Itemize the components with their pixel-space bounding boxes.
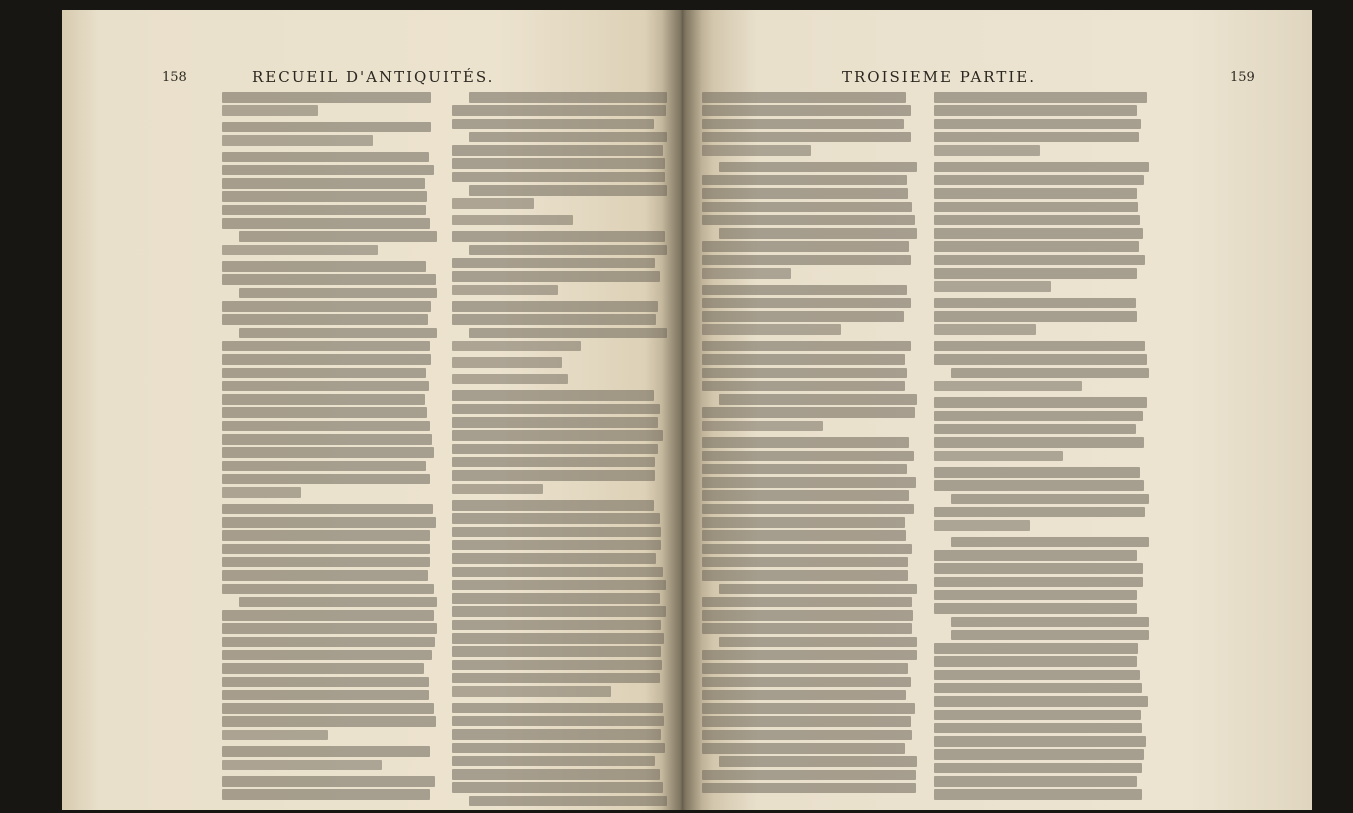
- text-line: [934, 736, 1146, 747]
- text-line: [702, 517, 905, 528]
- book-gutter: [662, 10, 702, 810]
- text-line: [702, 743, 905, 754]
- text-line: [452, 633, 664, 644]
- text-line: [719, 637, 917, 648]
- text-line: [222, 789, 430, 800]
- text-line: [934, 175, 1144, 186]
- text-line: [934, 723, 1142, 734]
- text-line: [702, 105, 911, 116]
- text-line: [702, 381, 905, 392]
- text-line: [222, 637, 435, 648]
- text-line: [702, 570, 908, 581]
- text-column-right-2: [934, 92, 1149, 803]
- text-line: [934, 696, 1148, 707]
- text-line: [934, 710, 1141, 721]
- text-column-left-1: [222, 92, 437, 803]
- text-line: [222, 703, 434, 714]
- text-line: [222, 152, 429, 163]
- text-line: [934, 520, 1030, 531]
- text-line: [934, 215, 1140, 226]
- text-line: [222, 92, 431, 103]
- text-line: [934, 643, 1138, 654]
- text-line: [222, 381, 429, 392]
- text-line: [934, 268, 1137, 279]
- text-line: [702, 341, 911, 352]
- text-line: [222, 544, 430, 555]
- text-line: [934, 341, 1145, 352]
- text-line: [452, 540, 661, 551]
- text-line: [702, 175, 907, 186]
- text-line: [469, 92, 667, 103]
- text-line: [452, 215, 573, 226]
- text-line: [222, 218, 430, 229]
- text-line: [702, 610, 913, 621]
- text-line: [951, 494, 1149, 505]
- text-line: [702, 464, 907, 475]
- text-line: [951, 537, 1149, 548]
- text-line: [702, 92, 906, 103]
- running-head-left: RECUEIL D'ANTIQUITÉS.: [252, 68, 495, 86]
- text-line: [452, 769, 660, 780]
- text-line: [702, 255, 911, 266]
- text-line: [452, 258, 655, 269]
- text-line: [452, 703, 663, 714]
- text-line: [222, 105, 318, 116]
- text-line: [934, 145, 1040, 156]
- text-line: [452, 390, 654, 401]
- text-line: [452, 457, 655, 468]
- text-line: [702, 437, 909, 448]
- text-line: [222, 677, 429, 688]
- text-line: [222, 610, 434, 621]
- text-line: [222, 421, 430, 432]
- text-line: [239, 597, 437, 608]
- text-line: [222, 274, 436, 285]
- text-line: [934, 603, 1137, 614]
- text-line: [702, 677, 911, 688]
- text-line: [452, 756, 655, 767]
- text-line: [719, 394, 917, 405]
- text-line: [934, 437, 1144, 448]
- text-line: [222, 165, 434, 176]
- text-line: [702, 241, 909, 252]
- text-line: [469, 132, 667, 143]
- page-number-left: 158: [162, 70, 187, 85]
- text-line: [934, 311, 1137, 322]
- text-line: [222, 261, 426, 272]
- text-line: [222, 650, 432, 661]
- text-line: [452, 716, 664, 727]
- text-line: [702, 285, 907, 296]
- text-line: [934, 381, 1082, 392]
- text-line: [934, 162, 1149, 173]
- text-line: [934, 281, 1051, 292]
- text-line: [452, 271, 660, 282]
- text-line: [452, 119, 654, 130]
- text-line: [702, 368, 907, 379]
- text-line: [702, 477, 916, 488]
- text-line: [702, 770, 916, 781]
- text-line: [702, 597, 912, 608]
- text-line: [934, 228, 1143, 239]
- text-line: [934, 670, 1140, 681]
- text-line: [934, 298, 1136, 309]
- text-line: [934, 255, 1145, 266]
- text-line: [452, 500, 654, 511]
- text-line: [222, 474, 430, 485]
- text-line: [222, 205, 426, 216]
- text-line: [222, 341, 430, 352]
- text-line: [719, 162, 917, 173]
- text-line: [222, 368, 426, 379]
- text-line: [702, 311, 904, 322]
- text-line: [934, 354, 1147, 365]
- text-line: [934, 480, 1144, 491]
- text-line: [702, 716, 911, 727]
- text-line: [469, 796, 667, 807]
- text-line: [702, 407, 915, 418]
- text-line: [934, 132, 1139, 143]
- text-line: [702, 650, 917, 661]
- text-line: [934, 507, 1145, 518]
- text-line: [452, 527, 661, 538]
- text-line: [702, 530, 906, 541]
- text-line: [934, 119, 1141, 130]
- text-line: [452, 145, 663, 156]
- text-line: [702, 421, 823, 432]
- page-number-right: 159: [1230, 70, 1255, 85]
- text-line: [951, 630, 1149, 641]
- text-line: [452, 782, 663, 793]
- text-line: [452, 729, 661, 740]
- text-line: [222, 447, 434, 458]
- text-line: [951, 617, 1149, 628]
- text-line: [934, 577, 1143, 588]
- text-line: [222, 716, 436, 727]
- text-line: [934, 105, 1137, 116]
- text-line: [702, 298, 911, 309]
- text-line: [702, 268, 791, 279]
- text-line: [934, 656, 1137, 667]
- text-line: [702, 730, 912, 741]
- text-line: [222, 178, 425, 189]
- text-line: [934, 789, 1142, 800]
- text-line: [222, 191, 427, 202]
- text-line: [452, 580, 666, 591]
- text-line: [222, 663, 424, 674]
- left-page: [62, 10, 682, 810]
- text-line: [469, 245, 667, 256]
- text-line: [452, 357, 562, 368]
- text-line: [239, 328, 437, 339]
- text-line: [934, 424, 1136, 435]
- text-line: [452, 743, 665, 754]
- text-line: [222, 746, 430, 757]
- text-line: [222, 557, 430, 568]
- text-line: [934, 202, 1138, 213]
- text-line: [934, 550, 1137, 561]
- text-line: [452, 105, 666, 116]
- text-line: [934, 92, 1147, 103]
- text-line: [702, 623, 912, 634]
- text-line: [702, 663, 908, 674]
- text-line: [702, 690, 906, 701]
- text-line: [469, 185, 667, 196]
- text-line: [452, 444, 658, 455]
- text-line: [452, 646, 661, 657]
- text-line: [452, 231, 665, 242]
- text-line: [702, 145, 811, 156]
- text-line: [934, 241, 1139, 252]
- text-line: [452, 620, 661, 631]
- text-line: [934, 451, 1063, 462]
- text-line: [222, 434, 432, 445]
- text-line: [719, 584, 917, 595]
- text-line: [222, 122, 431, 133]
- text-line: [222, 504, 433, 515]
- open-book: [62, 10, 1312, 810]
- text-line: [222, 623, 437, 634]
- text-line: [222, 517, 436, 528]
- text-line: [222, 394, 425, 405]
- text-line: [469, 328, 667, 339]
- text-line: [702, 324, 841, 335]
- text-line: [222, 135, 373, 146]
- text-line: [452, 513, 660, 524]
- text-line: [452, 198, 534, 209]
- text-line: [934, 590, 1137, 601]
- text-line: [702, 215, 915, 226]
- right-page: [682, 10, 1312, 810]
- text-line: [452, 314, 656, 325]
- text-line: [239, 288, 437, 299]
- text-line: [702, 451, 914, 462]
- text-line: [222, 354, 431, 365]
- text-line: [934, 776, 1137, 787]
- text-line: [239, 231, 437, 242]
- text-line: [934, 324, 1036, 335]
- text-line: [452, 158, 665, 169]
- text-column-right-1: [702, 92, 917, 796]
- text-line: [951, 368, 1149, 379]
- text-line: [934, 411, 1143, 422]
- text-line: [222, 570, 428, 581]
- text-line: [222, 461, 426, 472]
- text-line: [934, 763, 1142, 774]
- text-line: [934, 563, 1143, 574]
- text-line: [452, 553, 656, 564]
- text-line: [222, 584, 434, 595]
- running-head-right: TROISIEME PARTIE.: [842, 68, 1036, 86]
- text-line: [702, 132, 911, 143]
- text-line: [452, 606, 666, 617]
- text-line: [702, 557, 908, 568]
- text-line: [452, 686, 611, 697]
- text-line: [934, 683, 1142, 694]
- text-line: [452, 417, 658, 428]
- text-line: [702, 504, 914, 515]
- text-line: [934, 397, 1147, 408]
- text-column-left-2: [452, 92, 667, 809]
- text-line: [222, 487, 301, 498]
- text-line: [452, 567, 663, 578]
- text-line: [934, 188, 1137, 199]
- text-line: [702, 783, 916, 794]
- text-line: [934, 467, 1140, 478]
- text-line: [702, 544, 912, 555]
- text-line: [222, 776, 435, 787]
- text-line: [452, 673, 660, 684]
- text-line: [452, 470, 655, 481]
- text-line: [702, 703, 915, 714]
- text-line: [452, 484, 543, 495]
- text-line: [719, 228, 917, 239]
- text-line: [222, 245, 378, 256]
- text-line: [452, 430, 663, 441]
- text-line: [452, 593, 660, 604]
- text-line: [452, 172, 665, 183]
- text-line: [702, 490, 909, 501]
- text-line: [222, 407, 427, 418]
- text-line: [934, 749, 1144, 760]
- text-line: [702, 202, 912, 213]
- text-line: [222, 314, 428, 325]
- text-line: [452, 341, 581, 352]
- text-line: [222, 730, 328, 741]
- text-line: [452, 285, 558, 296]
- text-line: [222, 690, 429, 701]
- text-line: [702, 119, 904, 130]
- text-line: [702, 354, 905, 365]
- text-line: [452, 404, 660, 415]
- text-line: [452, 660, 662, 671]
- text-line: [222, 301, 431, 312]
- text-line: [222, 530, 430, 541]
- text-line: [702, 188, 908, 199]
- text-line: [452, 374, 568, 385]
- text-line: [452, 301, 658, 312]
- text-line: [719, 756, 917, 767]
- text-line: [222, 760, 382, 771]
